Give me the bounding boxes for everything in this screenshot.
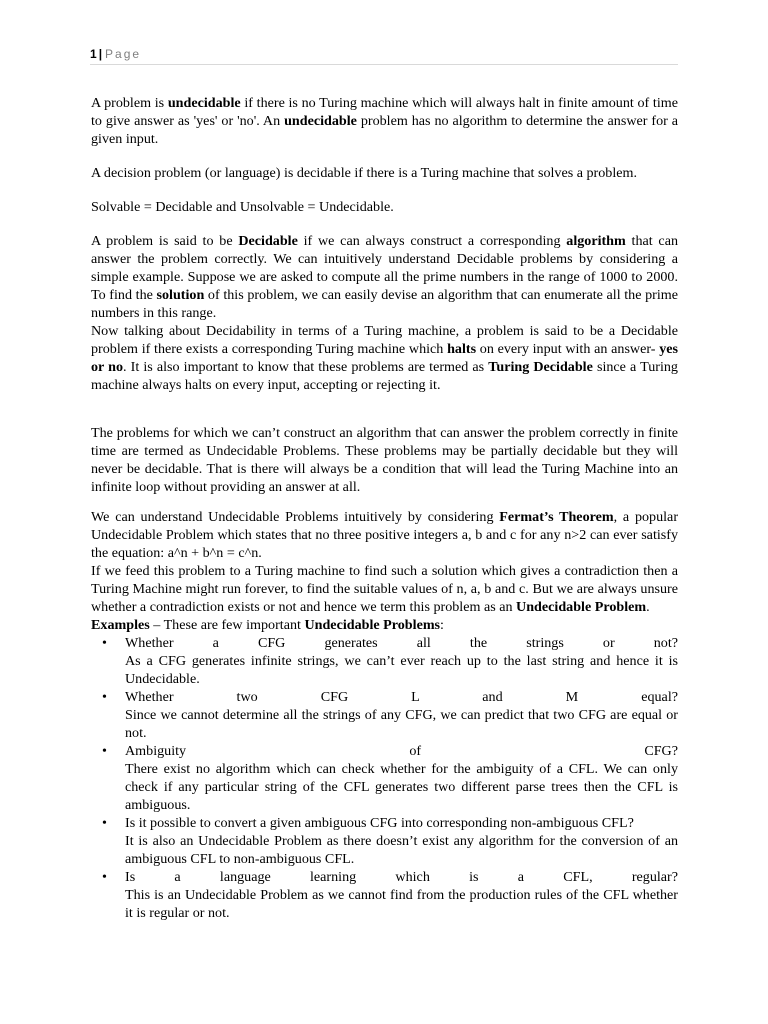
bullet-icon: • bbox=[102, 815, 107, 831]
examples-list bbox=[91, 634, 678, 922]
bold-term: Turing Decidable bbox=[488, 359, 593, 375]
paragraph-solvable-equivalence: Solvable = Decidable and Unsolvable = Undecidable. bbox=[91, 199, 394, 215]
bullet-icon: • bbox=[102, 743, 107, 759]
text: since a Turing machine always halts on every input, accepting or rejecting it. bbox=[91, 359, 678, 393]
document-body bbox=[91, 94, 678, 922]
text: on every input with an answer- bbox=[476, 341, 660, 357]
text: – These are few important bbox=[149, 617, 305, 633]
list-item bbox=[91, 634, 678, 688]
list-item bbox=[91, 814, 678, 868]
page-header bbox=[90, 47, 678, 65]
bold-term: solution bbox=[156, 287, 205, 303]
example-answer: This is an Undecidable Problem as we cannot find from the production rules of the CFL whether it is regular or not. bbox=[125, 887, 678, 921]
text: We can understand Undecidable Problems intuitively by considering bbox=[91, 509, 500, 525]
list-item bbox=[91, 688, 678, 742]
bold-term: Undecidable Problems bbox=[304, 617, 441, 633]
paragraph-fermat-theorem bbox=[91, 508, 678, 562]
text: . bbox=[646, 599, 650, 615]
text: If we feed this problem to a Turing machine to find such a solution which gives a contradiction then a Turing Machine might run forever, to find the suitable values of n, a, b and c. But we are always unsure whether a contradiction exists or not and hence we term this problem as an bbox=[91, 563, 678, 615]
paragraph-decidable-definition: A decision problem (or language) is decidable if there is a Turing machine that solves a problem. bbox=[91, 165, 637, 181]
paragraph-decidable-example bbox=[91, 232, 678, 322]
example-question: Whether two CFG L and M equal? bbox=[125, 689, 678, 705]
example-answer: It is also an Undecidable Problem as there doesn’t exist any algorithm for the conversion of an ambiguous CFL to non-ambiguous CFL. bbox=[125, 833, 678, 867]
bold-term: Decidable bbox=[238, 233, 298, 249]
paragraph-undecidable-problems: The problems for which we can’t construct an algorithm that can answer the problem correctly in finite time are termed as Undecidable Problems. These problems may be partially decidable but they will never be decidable. That is there will always be a condition that will lead the Turing Machine into an infinite loop without providing an answer at all. bbox=[91, 425, 678, 495]
text: if we can always construct a corresponding bbox=[297, 233, 567, 249]
header-separator: | bbox=[98, 47, 103, 61]
example-answer: Since we cannot determine all the strings of any CFG, we can predict that two CFG are equal or not. bbox=[125, 707, 678, 741]
example-question: Whether a CFG generates all the strings or not? bbox=[125, 635, 678, 651]
bold-term: halts bbox=[447, 341, 477, 357]
text: A problem is said to be bbox=[91, 233, 239, 249]
example-question: Ambiguity of CFG? bbox=[125, 743, 678, 759]
page-number: 1 bbox=[90, 47, 97, 61]
text: , a popular Undecidable Problem which states that no three positive integers a, b and c for any n>2 can ever satisfy the equation: a^n + b^n = c^n. bbox=[91, 509, 679, 561]
text: Now talking about Decidability in terms of a Turing machine, a problem is said to be a Decidable problem if there exists a corresponding Turing machine which bbox=[91, 323, 678, 357]
bullet-icon: • bbox=[102, 869, 107, 885]
examples-heading bbox=[91, 616, 678, 634]
bold-term: yes or no bbox=[91, 341, 678, 375]
text: if there is no Turing machine which will always halt in finite amount of time to give answer as 'yes' or 'no'. An bbox=[91, 95, 678, 129]
bold-term: Fermat’s Theorem bbox=[499, 509, 614, 525]
bold-term: undecidable bbox=[167, 95, 241, 111]
example-question: Is a language learning which is a CFL, regular? bbox=[125, 869, 678, 885]
bold-term: Undecidable Problem bbox=[516, 599, 647, 615]
text: problem has no algorithm to determine the answer for a given input. bbox=[91, 113, 678, 147]
example-answer: There exist no algorithm which can check whether for the ambiguity of a CFL. We can only check if any particular string of the CFL generates two different parse trees then the CFL is ambiguous. bbox=[125, 761, 678, 813]
bullet-icon: • bbox=[102, 635, 107, 651]
text: . It is also important to know that these problems are termed as bbox=[123, 359, 489, 375]
list-item bbox=[91, 868, 678, 922]
text: that can answer the problem correctly. We can intuitively understand Decidable problems by considering a simple example. Suppose we are asked to compute all the prime numbers in the range of 1000 to 2000. To find the bbox=[91, 233, 678, 303]
bold-term: algorithm bbox=[566, 233, 626, 249]
page-label: Page bbox=[105, 47, 142, 61]
paragraph-turing-contradiction bbox=[91, 562, 678, 616]
paragraph-turing-decidable bbox=[91, 322, 678, 394]
bullet-icon: • bbox=[102, 689, 107, 705]
text: : bbox=[440, 617, 444, 633]
example-answer: As a CFG generates infinite strings, we can’t ever reach up to the last string and hence it is Undecidable. bbox=[125, 653, 678, 687]
bold-term: Examples bbox=[91, 617, 150, 633]
paragraph-undecidable-definition bbox=[91, 94, 678, 148]
bold-term: undecidable bbox=[284, 113, 357, 129]
example-question: Is it possible to convert a given ambiguous CFG into corresponding non-ambiguous CFL? bbox=[125, 815, 634, 831]
list-item bbox=[91, 742, 678, 814]
text: of this problem, we can easily devise an algorithm that can enumerate all the prime numbers in this range. bbox=[91, 287, 678, 321]
text: A problem is bbox=[91, 95, 168, 111]
